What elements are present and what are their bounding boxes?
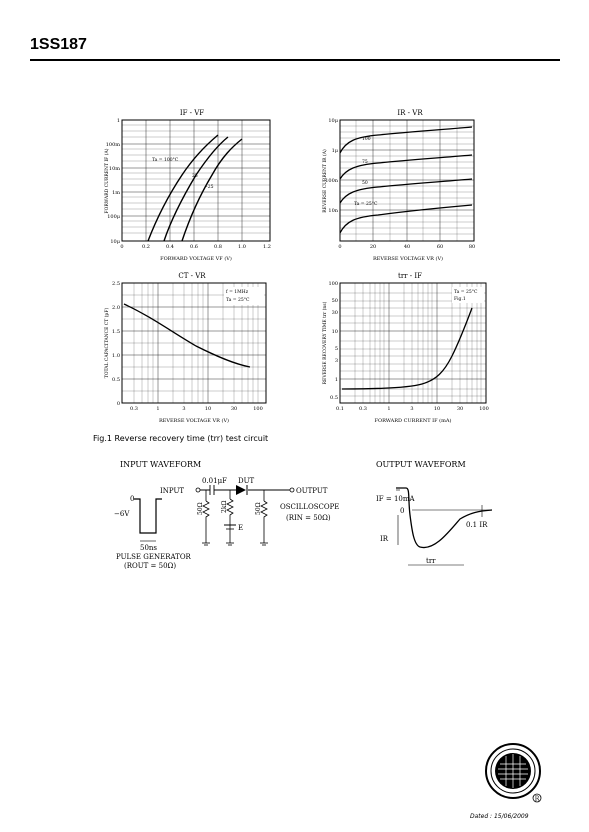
xtick: 0 <box>338 244 342 250</box>
xtick: 0.4 <box>166 244 174 250</box>
input-label: INPUT <box>160 487 185 495</box>
dut-label: DUT <box>238 477 255 485</box>
ground-icons <box>202 543 268 545</box>
chart-title: IF - VF <box>179 109 205 117</box>
y-axis-label: REVERSE CURRENT IR (A) <box>323 149 328 213</box>
xtick: 80 <box>468 244 476 250</box>
ytick: 0.5 <box>112 377 120 383</box>
ytick: 0.5 <box>330 395 338 401</box>
ytick: 2.0 <box>112 305 120 311</box>
ytick: 1.5 <box>112 329 120 335</box>
ytick: 5 <box>334 346 338 352</box>
xtick: 0 <box>120 244 124 250</box>
ytick: 1.0 <box>112 353 120 359</box>
input-pulse <box>134 499 162 533</box>
note-freq: f = 1MHz <box>226 290 249 295</box>
diode-icon <box>236 485 246 495</box>
xtick: 100 <box>253 406 263 412</box>
registered-mark-icon <box>532 793 542 803</box>
neg6-label: −6V <box>114 510 130 518</box>
chart-ir-vr <box>318 105 493 270</box>
svg-text:R: R <box>534 795 540 803</box>
chart-title: IR - VR <box>397 109 423 117</box>
cap-label: 0.01μF <box>202 477 227 485</box>
rout-label: (ROUT = 50Ω) <box>124 562 177 570</box>
header-rule <box>30 59 560 61</box>
ir-label: IR <box>380 535 389 543</box>
note-fig: Fig.1 <box>454 297 466 302</box>
y-axis-label: TOTAL CAPACITANCE CT (pF) <box>105 307 110 379</box>
xtick: 3 <box>182 406 186 412</box>
xtick: 10 <box>433 406 441 412</box>
xtick: 0.3 <box>130 406 138 412</box>
x-axis-label: FORWARD CURRENT IF (mA) <box>374 418 452 424</box>
trr-label: trr <box>426 557 436 565</box>
ytick: 100n <box>325 178 338 184</box>
xtick: 0.6 <box>190 244 198 250</box>
label-50: 50 <box>362 181 368 186</box>
r1-label: 50Ω <box>197 502 204 515</box>
ytick: 10m <box>108 166 120 172</box>
x-axis-label: REVERSE VOLTAGE VR (V) <box>372 256 444 262</box>
ytick: 0 <box>116 401 120 407</box>
xtick: 100 <box>479 406 489 412</box>
ytick: 1 <box>116 118 120 124</box>
rin-label: (RIN = 50Ω) <box>286 514 331 522</box>
xtick: 1 <box>387 406 391 412</box>
ytick: 10μ <box>110 239 120 245</box>
ytick: 10 <box>331 329 338 335</box>
ytick: 1μ <box>331 148 338 154</box>
label-75: 75 <box>362 160 368 165</box>
xtick: 60 <box>436 244 444 250</box>
ytick: 50 <box>331 298 338 304</box>
label-100: 100 <box>362 137 371 142</box>
plot-frame <box>122 120 270 241</box>
oscilloscope-label: OSCILLOSCOPE <box>280 503 340 511</box>
ytick: 1m <box>112 190 120 196</box>
xtick: 30 <box>456 406 464 412</box>
test-circuit <box>100 455 520 585</box>
input-waveform-title: INPUT WAVEFORM <box>120 460 202 469</box>
pulse-generator-label: PULSE GENERATOR <box>116 553 191 561</box>
r3-label: 50Ω <box>255 502 262 515</box>
xtick: 1.2 <box>263 244 271 250</box>
ytick: 100 <box>328 281 338 287</box>
note-temp: Ta = 25°C <box>226 298 250 303</box>
company-logo <box>484 742 542 800</box>
series-curves <box>148 135 242 241</box>
chart-trr-if <box>318 268 493 430</box>
xtick: 3 <box>410 406 414 412</box>
xtick: 10 <box>204 406 212 412</box>
ytick: 10μ <box>328 118 338 124</box>
xtick: 0.2 <box>142 244 150 250</box>
figure-caption: Fig.1 Reverse recovery time (trr) test circuit <box>93 434 269 443</box>
y-axis-label: FORWARD CURRENT IF (A) <box>105 148 110 214</box>
output-waveform-title: OUTPUT WAVEFORM <box>376 460 466 469</box>
xtick: 0.3 <box>359 406 367 412</box>
part-number-title: 1SS187 <box>30 36 87 53</box>
ytick: 3 <box>334 358 338 364</box>
xtick: 30 <box>230 406 238 412</box>
trr-curve <box>342 308 472 389</box>
xtick: 1.0 <box>238 244 246 250</box>
output-label: OUTPUT <box>296 487 328 495</box>
ct-curve <box>124 304 250 367</box>
if-label: IF = 10mA <box>376 495 415 503</box>
r2-label: 2kΩ <box>221 500 228 513</box>
chart-if-vf <box>100 105 275 270</box>
dated-label: Dated : 15/06/2009 <box>470 813 529 820</box>
ytick: 30 <box>331 310 338 316</box>
chart-ct-vr <box>100 268 275 430</box>
xtick: 20 <box>369 244 377 250</box>
ytick: 2.5 <box>112 281 120 287</box>
xtick: 1 <box>156 406 160 412</box>
xtick: 0.1 <box>336 406 344 412</box>
ytick: 100μ <box>107 214 120 220</box>
xtick: 40 <box>403 244 411 250</box>
chart-title: CT - VR <box>178 272 206 280</box>
ytick: 100m <box>105 142 120 148</box>
label-m25c: −25 <box>204 185 214 190</box>
label-25c: Ta = 25°C <box>354 202 378 207</box>
e-label: E <box>238 524 244 532</box>
zero-label: 0 <box>130 495 135 503</box>
y-axis-label: REVERSE RECOVERY TIME trr (ns) <box>323 301 328 385</box>
pulse-width-label: 50ns <box>140 544 158 552</box>
xtick: 0.8 <box>214 244 222 250</box>
zero2-label: 0 <box>400 507 405 515</box>
x-axis-label: FORWARD VOLTAGE VF (V) <box>160 256 232 262</box>
chart-title: trr - IF <box>398 272 422 280</box>
x-axis-label: REVERSE VOLTAGE VR (V) <box>158 418 230 424</box>
label-100c: Ta = 100°C <box>152 158 179 163</box>
ytick: 10n <box>328 208 338 214</box>
label-25c: 25 <box>192 174 198 179</box>
ytick: 1 <box>334 377 338 383</box>
ir01-label: 0.1 IR <box>466 521 488 529</box>
note-temp: Ta = 25°C <box>454 290 478 295</box>
